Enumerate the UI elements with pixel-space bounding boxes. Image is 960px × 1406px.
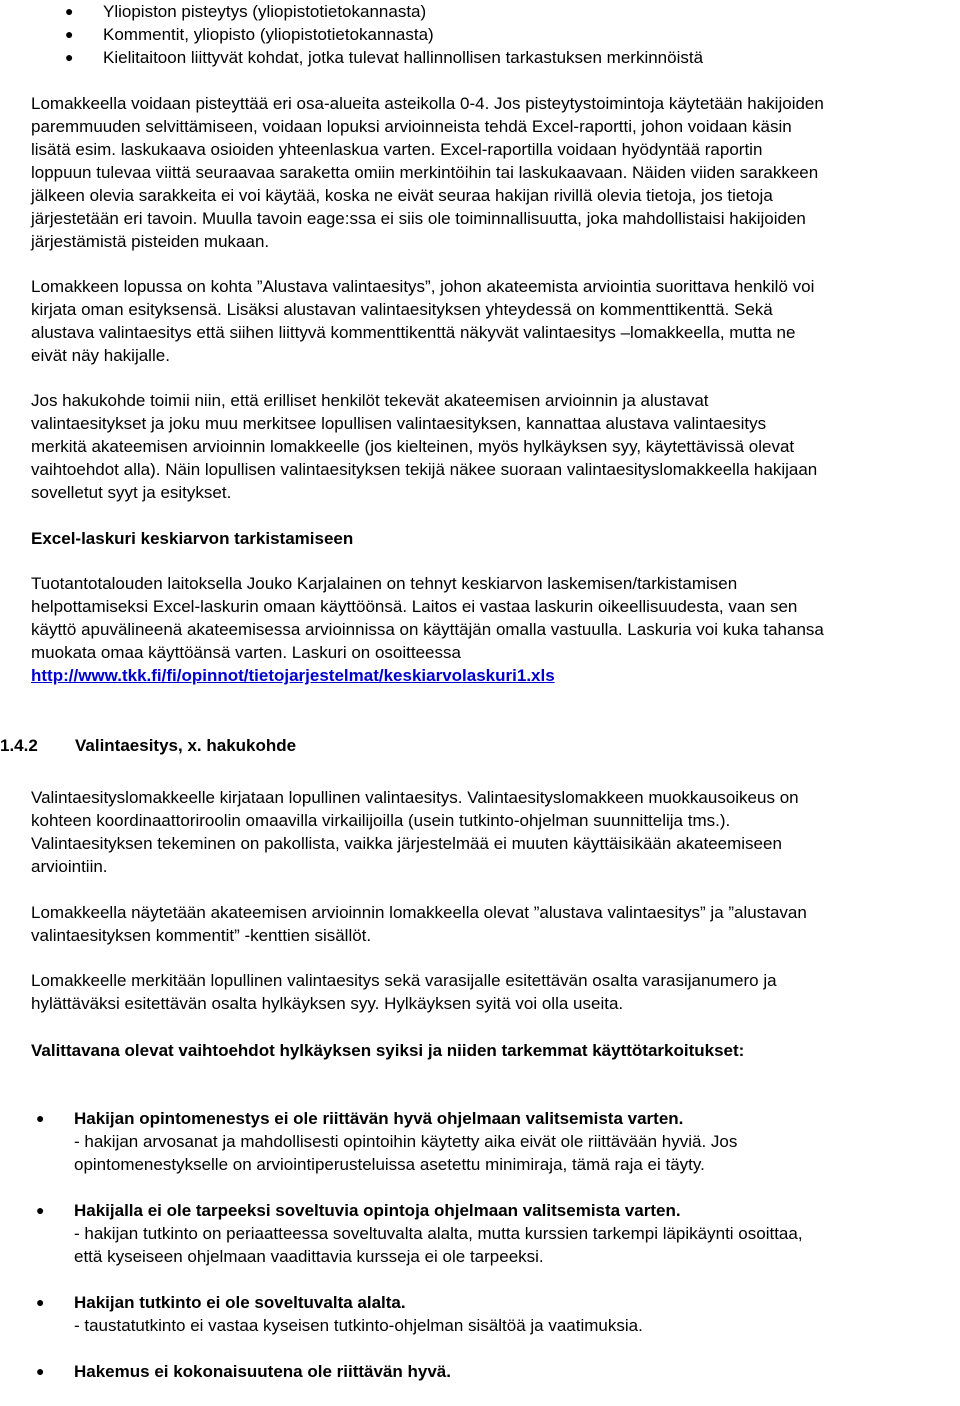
text-line: lisätä esim. laskukaava osioiden yhteenlaskua varten. Excel-raportilla voidaan hyödyntää raportin: [31, 140, 763, 159]
bullet-icon: ●: [65, 3, 74, 19]
paragraph-separate-evaluators: [31, 389, 955, 504]
text-line: Lomakkeen lopussa on kohta ”Alustava valintaesitys”, johon akateemista arviointia suorittava henkilö voi: [31, 277, 815, 296]
text-line: helpottamiseksi Excel-laskurin omaan käyttöönsä. Laitos ei vastaa laskurin oikeellisuudesta, vaan sen: [31, 597, 798, 616]
text-line: valintaesityksen kommentit” -kenttien sisällöt.: [31, 926, 372, 945]
bullet-icon: ●: [36, 1363, 45, 1379]
rejection-reasons-heading: Valittavana olevat vaihtoehdot hylkäyksen syiksi ja niiden tarkemmat käyttötarkoitukset:: [31, 1041, 745, 1060]
text-line: Valintaesityslomakkeelle kirjataan lopullinen valintaesitys. Valintaesityslomakkeen muokkausoikeus on: [31, 788, 799, 807]
list-item: [65, 0, 955, 23]
rejection-reasons-list: [36, 1107, 955, 1406]
list-item: [36, 1360, 955, 1383]
text-line: eivät näy hakijalle.: [31, 346, 170, 365]
reason-title: Hakijalla ei ole tarpeeksi soveltuvia opintoja ohjelmaan valitsemista varten.: [74, 1201, 681, 1220]
text-line: Jos hakukohde toimii niin, että erilliset henkilöt tekevät akateemisen arvioinnin ja alustavat: [31, 391, 709, 410]
bullet-icon: ●: [36, 1294, 45, 1310]
text-line: Lomakkeella näytetään akateemisen arvioinnin lomakkeella olevat ”alustava valintaesitys” ja ”alustavan: [31, 903, 807, 922]
text-line: loppuun tulevaa viittä seuraavaa saraketta omiin merkintöihin tai laskukaavaan. Näiden viiden sarakkeen: [31, 163, 819, 182]
paragraph-excel-calculator: [31, 572, 955, 687]
bullet-icon: ●: [36, 1110, 45, 1126]
text-line: kirjata oman esityksensä. Lisäksi alustavan valintaesityksen yhteydessä on kommenttikenttä. Sekä: [31, 300, 773, 319]
excel-calculator-heading: Excel-laskuri keskiarvon tarkistamiseen: [31, 529, 354, 548]
section-number: 1.4.2: [0, 736, 38, 755]
text-line: vaihtoehdot alla). Näin lopullisen valintaesityksen tekijä näkee suoraan valintaesityslomakkeella hakijaan: [31, 460, 818, 479]
text-line: valintaesitykset ja joku muu merkitsee lopullisen valintaesityksen, kannattaa alustava valintaesitys: [31, 414, 767, 433]
text-line: Lomakkeelle merkitään lopullinen valintaesitys sekä varasijalle esitettävän osalta varasijanumero ja: [31, 971, 777, 990]
bullet-icon: ●: [65, 49, 74, 65]
reason-description: - hakijan arvosanat ja mahdollisesti opintoihin käytetty aika eivät ole riittävään hyviä. Jos: [74, 1132, 738, 1151]
source-fields-list: [65, 0, 955, 69]
text-line: hylättäväksi esitettävän osalta hylkäyksen syy. Hylkäyksen syitä voi olla useita.: [31, 994, 624, 1013]
list-item: [65, 23, 955, 46]
text-line: alustava valintaesitys että siihen liittyvä kommenttikenttä näkyvät valintaesitys –lomakkeella, mutta ne: [31, 323, 796, 342]
list-item-text: Yliopiston pisteytys (yliopistotietokannasta): [103, 2, 427, 21]
list-item-text: Kielitaitoon liittyvät kohdat, jotka tulevat hallinnollisen tarkastuksen merkinnöistä: [103, 48, 704, 67]
reason-title: Hakijan tutkinto ei ole soveltuvalta alalta.: [74, 1293, 406, 1312]
text-line: muokata omaa käyttöänsä varten. Laskuri on osoitteessa: [31, 643, 461, 662]
bullet-icon: ●: [65, 26, 74, 42]
list-item-text: Kommentit, yliopisto (yliopistotietokannasta): [103, 25, 434, 44]
list-item: [65, 46, 955, 69]
text-line: Valintaesityksen tekeminen on pakollista, vaikka järjestelmää ei muuten käyttäisikään akateemiseen: [31, 834, 782, 853]
paragraph-preliminary-proposal: [31, 275, 955, 367]
text-line: järjestetään eri tavoin. Muulla tavoin eage:ssa ei siis ole toiminnallisuutta, joka mahdollistaisi hakijoiden: [31, 209, 806, 228]
text-line: Lomakkeella voidaan pisteyttää eri osa-alueita asteikolla 0-4. Jos pisteytystoimintoja käytetään hakijoiden: [31, 94, 824, 113]
text-line: merkitä akateemisen arvioinnin lomakkeelle (jos kielteinen, myös hylkäyksen syy, käytettävissä olevat: [31, 437, 795, 456]
list-item: [36, 1291, 955, 1337]
section-title: Valintaesitys, x. hakukohde: [75, 736, 297, 755]
reason-title: Hakijan opintomenestys ei ole riittävän hyvä ohjelmaan valitsemista varten.: [74, 1109, 684, 1128]
paragraph-final-proposal: [31, 969, 955, 1015]
bullet-icon: ●: [36, 1202, 45, 1218]
text-line: sovelletut syyt ja esitykset.: [31, 483, 232, 502]
list-item: [36, 1107, 955, 1176]
text-line: kohteen koordinaattoriroolin omaavilla virkailijoilla (usein tutkinto-ohjelman suunnittelija tms.).: [31, 811, 731, 830]
text-line: jälkeen olevia sarakkeita ei voi käytää, koska ne eivät seuraa hakijan rivillä olevia tietoja, jos tietoja: [31, 186, 773, 205]
reason-description: - taustatutkinto ei vastaa kyseisen tutkinto-ohjelman sisältöä ja vaatimuksia.: [74, 1316, 643, 1335]
reason-description: että kyseiseen ohjelmaan vaadittavia kursseja ei ole tarpeeksi.: [74, 1247, 544, 1266]
calculator-link[interactable]: http://www.tkk.fi/fi/opinnot/tietojarjestelmat/keskiarvolaskuri1.xls: [31, 666, 555, 685]
reason-description: opintomenestykselle on arviointiperusteluissa asetettu minimiraja, tämä raja ei täyty.: [74, 1155, 705, 1174]
paragraph-scoring: [31, 92, 955, 253]
reason-description: - hakijan tutkinto on periaatteessa soveltuvalta alalta, mutta kurssien tarkempi läpikäynti osoittaa,: [74, 1224, 803, 1243]
text-line: Tuotantotalouden laitoksella Jouko Karjalainen on tehnyt keskiarvon laskemisen/tarkistamisen: [31, 574, 738, 593]
text-line: paremmuuden selvittämiseen, voidaan lopuksi arvioinneista tehdä Excel-raportti, johon voidaan käsin: [31, 117, 792, 136]
text-line: järjestämistä pisteiden mukaan.: [31, 232, 270, 251]
paragraph-selection-proposal: [31, 786, 955, 878]
reason-title: Hakemus ei kokonaisuutena ole riittävän hyvä.: [74, 1362, 451, 1381]
text-line: käyttö apuvälineenä akateemisessa arvioinnissa on käyttäjän omalla vastuulla. Laskuria voi kuka tahansa: [31, 620, 824, 639]
text-line: arviointiin.: [31, 857, 108, 876]
list-item: [36, 1199, 955, 1268]
paragraph-form-shows: [31, 901, 955, 947]
